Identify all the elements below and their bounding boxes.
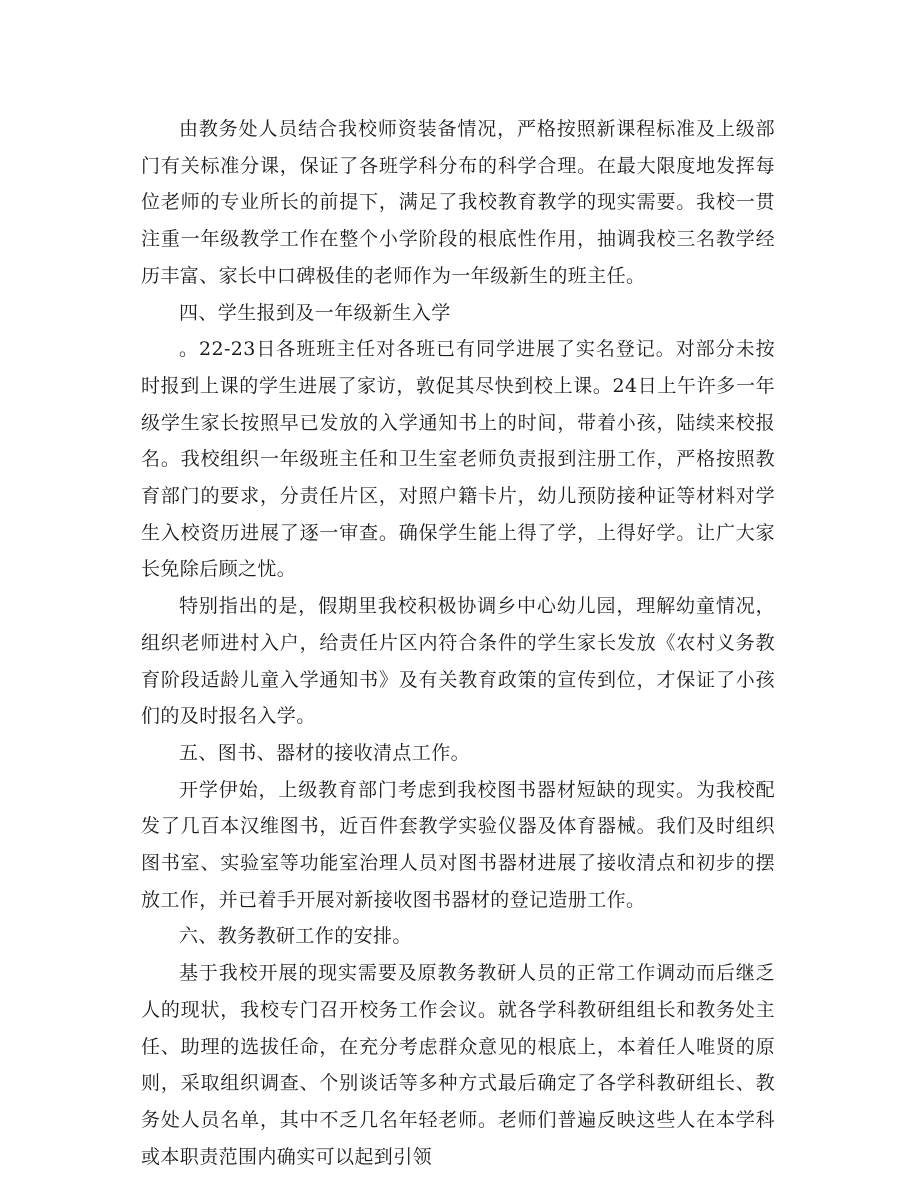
section-heading-6: 六、教务教研工作的安排。	[179, 925, 412, 948]
paragraph-books-equipment: 开学伊始，上级教育部门考虑到我校图书器材短缺的现实。为我校配发了几百本汉维图书，近百件套教学实验仪器及体育器械。我们及时组织图书室、实验室等功能室治理人员对图书器材进展了接收清点和初步的摆放工作，并已着手开展对新接收图书器材的登记造册工作。	[141, 778, 775, 911]
paragraph-teaching-research: 基于我校开展的现实需要及原教务教研人员的正常工作调动而后继乏人的现状，我校专门召开校务工作会议。就各学科教研组组长和教务处主任、助理的选拔任命，在充分考虑群众意见的根底上，本着任人唯贤的原则，采取组织调查、个别谈话等多种方式最后确定了各学科教研组长、教务处人员名单，其中不乏几名年轻老师。老师们普遍反映这些人在本学科或本职责范围内确实可以起到引领	[141, 962, 775, 1168]
section-heading-5: 五、图书、器材的接收清点工作。	[179, 741, 471, 764]
document-body	[141, 111, 775, 1175]
paragraph-special-note: 特别指出的是，假期里我校积极协调乡中心幼儿园，理解幼童情况，组织老师进村入户，给责任片区内符合条件的学生家长发放《农村义务教育阶段适龄儿童入学通知书》及有关教育政策的宣传到位，才保证了小孩们的及时报名入学。	[141, 595, 775, 728]
paragraph-intro-class-allocation: 由教务处人员结合我校师资装备情况，严格按照新课程标准及上级部门有关标准分课，保证了各班学科分布的科学合理。在最大限度地发挥每位老师的专业所长的前提下，满足了我校教育教学的现实需要。我校一贯注重一年级教学工作在整个小学阶段的根底性作用，抽调我校三名教学经历丰富、家长中口碑极佳的老师作为一年级新生的班主任。	[141, 118, 775, 287]
section-heading-4: 四、学生报到及一年级新生入学	[179, 301, 451, 324]
paragraph-registration: 。22-23日各班班主任对各班已有同学进展了实名登记。对部分未按时报到上课的学生进展了家访，敦促其尽快到校上课。24日上午许多一年级学生家长按照早已发放的入学通知书上的时间，带着小孩，陆续来校报名。我校组织一年级班主任和卫生室老师负责报到注册工作，严格按照教育部门的要求，分责任片区，对照户籍卡片，幼儿预防接种证等材料对学生入校资历进展了逐一审查。确保学生能上得了学，上得好学。让广大家长免除后顾之忧。	[141, 338, 775, 581]
